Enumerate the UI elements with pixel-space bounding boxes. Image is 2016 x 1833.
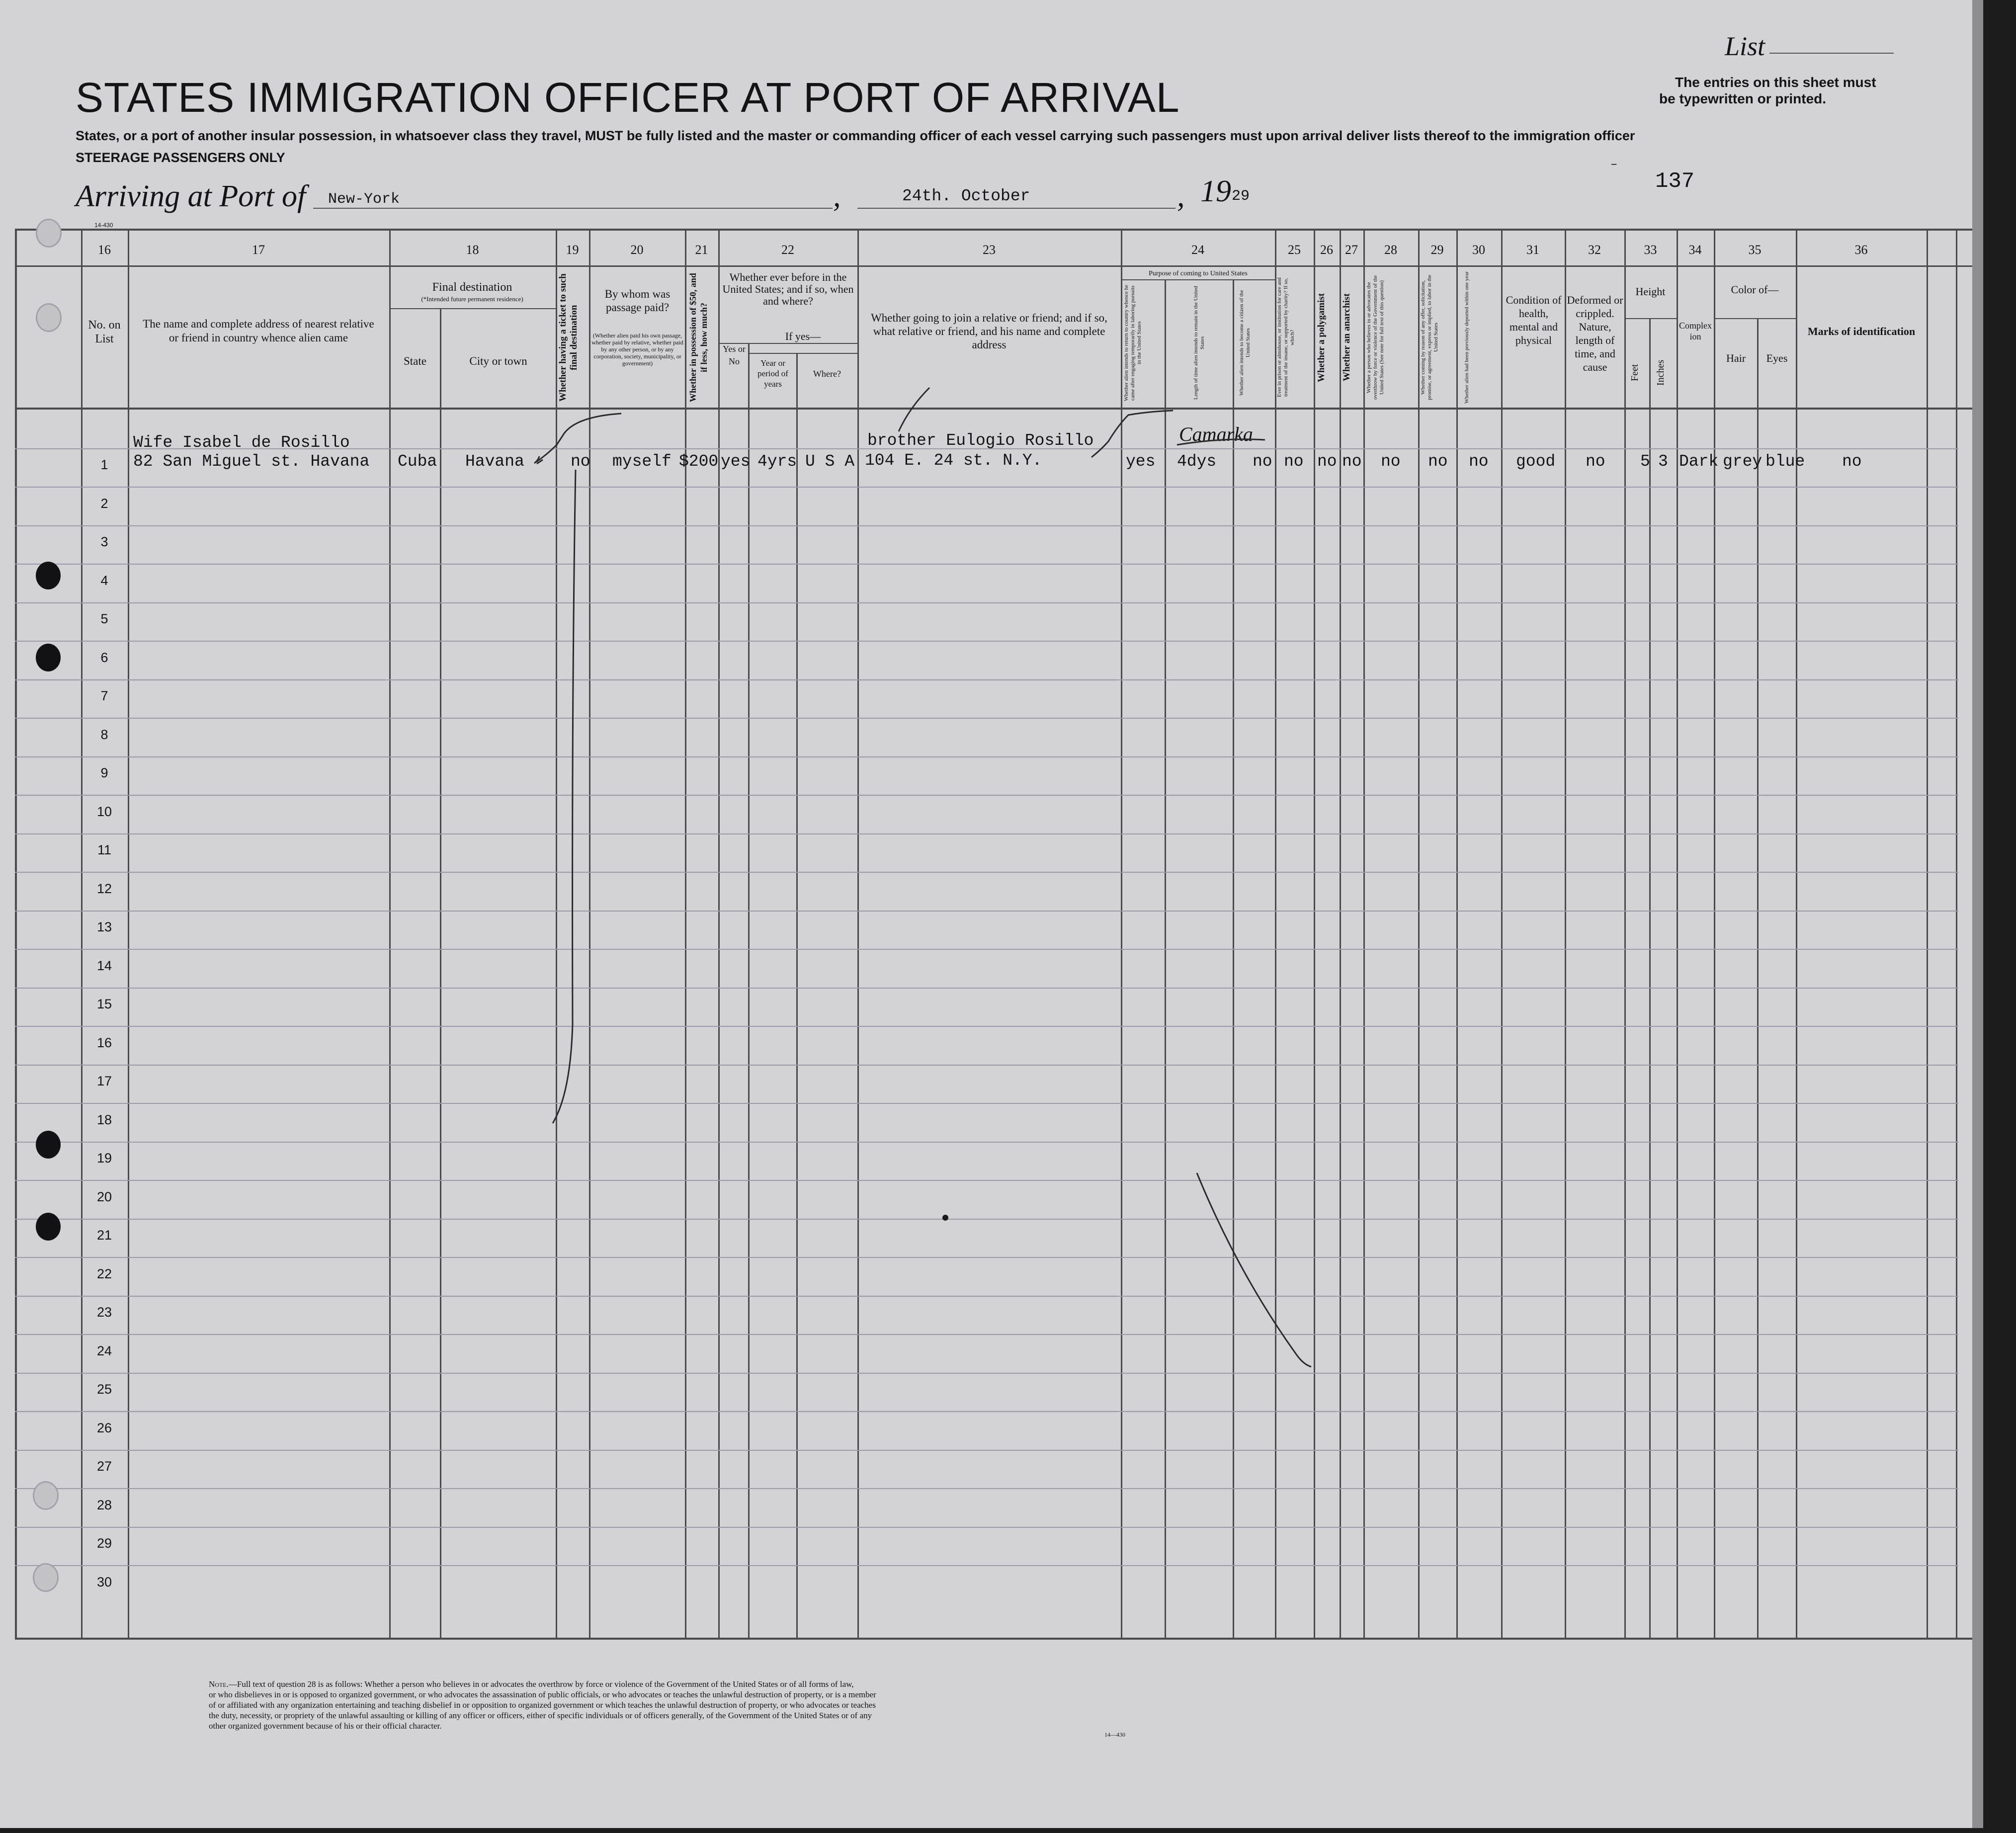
row-line [15, 949, 1958, 950]
col-num-35: 35 [1748, 243, 1762, 257]
year-prefix: 19 [1200, 174, 1231, 208]
entries-note-line1: The entries on this sheet must [1675, 75, 1876, 90]
entry-health: good [1516, 452, 1556, 471]
row-line [15, 1065, 1958, 1066]
row-line [15, 1026, 1958, 1027]
vline-24a [1121, 229, 1122, 1639]
row-number: 13 [96, 919, 112, 934]
row-number: 20 [96, 1189, 112, 1204]
note-line-4: the duty, necessity, or propriety of the unlawful assaulting or killing of any officer or officers, either of specific individuals or of officers generally, of the Government of the United States or of any [209, 1711, 872, 1720]
col-num-18: 18 [466, 243, 479, 257]
header-relative: The name and complete address of nearest relative or friend in country whence alien came [143, 318, 374, 344]
entry-relative-line1: Wife Isabel de Rosillo [133, 433, 350, 452]
page-title: STATES IMMIGRATION OFFICER AT PORT OF ARRIVAL [76, 74, 1180, 121]
entry-relative-line2: 82 San Miguel st. Havana [133, 452, 370, 471]
vline-33b [1649, 318, 1651, 1639]
vline-22b [748, 343, 750, 1639]
punch-hole [33, 1563, 59, 1592]
entry-feet: 5 [1640, 452, 1650, 471]
vline-19 [556, 229, 557, 1639]
entry-city: Havana [465, 452, 524, 471]
row-number: 1 [100, 457, 108, 472]
year-suffix: 29 [1232, 188, 1250, 205]
entry-q30: no [1469, 452, 1489, 471]
note-line-5: other organized government because of his or their official character. [209, 1721, 442, 1731]
punch-hole [36, 219, 62, 248]
vline-27 [1340, 229, 1341, 1639]
row-number: 8 [100, 727, 108, 742]
row-number: 16 [96, 1035, 112, 1050]
header-final-destination: Final destination [432, 281, 512, 294]
vline-20 [589, 229, 590, 1639]
col-num-23: 23 [983, 243, 996, 257]
header-feet: Feet [1629, 364, 1640, 382]
col-num-21: 21 [695, 243, 708, 257]
entry-before: yes [721, 452, 751, 471]
row-number: 4 [100, 573, 108, 588]
vline-25 [1275, 229, 1276, 1639]
note-label: Note. [209, 1679, 229, 1689]
vline-35a [1714, 229, 1715, 1639]
header-polygamist: Whether a polygamist [1316, 293, 1327, 382]
row-line [15, 1411, 1958, 1412]
row-number: 24 [96, 1343, 112, 1358]
row-line [15, 1103, 1958, 1104]
date-value: 24th. October [902, 187, 1030, 205]
entry-inches: 3 [1658, 452, 1668, 471]
row-line [15, 602, 1958, 603]
col-num-24: 24 [1191, 243, 1204, 257]
row-number: 27 [96, 1459, 112, 1474]
row-line [15, 756, 1958, 757]
tick-mark: – [1610, 158, 1618, 171]
header-eyes: Eyes [1766, 352, 1788, 364]
instruction-text: States, or a port of another insular possession, in whatsoever class they travel, MUST be fully listed and the master or commanding officer of each vessel carrying such passengers must upon arrival deliver lists thereof to the immigration officer [76, 128, 1635, 143]
header-hair: Hair [1726, 352, 1746, 364]
vline-left [15, 229, 17, 1639]
vline-18a [389, 229, 391, 1639]
row-number: 14 [96, 958, 112, 973]
punch-hole [36, 1131, 61, 1159]
header-state: State [404, 355, 426, 367]
col-num-32: 32 [1588, 243, 1601, 257]
header-purpose: Purpose of coming to United States [1149, 270, 1248, 277]
entry-hair: grey [1723, 452, 1763, 471]
entry-handwritten-length: Camarka [1179, 423, 1253, 445]
row-number: 28 [96, 1498, 112, 1512]
header-q28: Whether a person who believes in or advocates the overthrow by force or violence of the Government of the United States (See note for full text of this question) [1366, 275, 1385, 400]
entry-polygamist: no [1317, 452, 1337, 471]
vline-35b [1757, 318, 1759, 1639]
row-line [15, 679, 1958, 680]
header-deformed: Deformed or crippled. Nature, length of time, and cause [1567, 294, 1623, 373]
row-line [15, 1373, 1958, 1374]
row-line [15, 1488, 1958, 1489]
col-num-26: 26 [1320, 243, 1333, 257]
row-line [15, 525, 1958, 526]
entry-money: $200 [679, 452, 719, 471]
note-line-1: —Full text of question 28 is as follows: Whether a person who believes in or advocates the overthrow by force or violence of the Government of the United States or of all forms of law, [228, 1679, 854, 1689]
header-prison: Ever in prison or almshouse, or institution for care and treatment of the insane, or supported by charity? If so, which? [1276, 277, 1295, 398]
col-num-25: 25 [1288, 243, 1301, 257]
header-q29: Whether coming by reason of any offer, solicitation, promise, or agreement, express or implied, to labor in the United States [1420, 274, 1439, 401]
table-top-line [15, 229, 1973, 231]
col-number-line [15, 265, 1973, 267]
punch-hole [33, 1481, 59, 1510]
entry-state: Cuba [398, 452, 437, 471]
header-no-on-list: No. on List [88, 319, 121, 345]
note-line-3: of or affiliated with any organization entertaining and teaching disbelief in or opposition to organized government or which teaches the unlawful destruction of property, or who advocates or teaches [209, 1700, 876, 1710]
vline-22a [718, 229, 720, 1639]
row-number: 15 [96, 997, 112, 1011]
entry-eyes: blue [1765, 452, 1805, 471]
header-complexion: Complexion [1679, 321, 1712, 341]
header-purpose-length: Length of time alien intends to remain in the United States [1193, 286, 1205, 400]
header-if-yes: If yes— [785, 330, 821, 342]
vline-34 [1677, 229, 1678, 1639]
entry-marks: no [1842, 452, 1862, 471]
list-underline [1769, 53, 1894, 54]
header-inches: Inches [1655, 359, 1666, 386]
col-num-33: 33 [1644, 243, 1657, 257]
row-line [15, 833, 1958, 834]
row-line [15, 1450, 1958, 1451]
row-line [15, 795, 1958, 796]
row-line [15, 1142, 1958, 1143]
entry-paid-by: myself [612, 452, 672, 471]
comma-2: , [1177, 179, 1185, 213]
header-period: Year or period of years [757, 358, 788, 389]
row-number: 6 [100, 650, 108, 665]
entry-q29: no [1428, 452, 1448, 471]
row-number: 7 [100, 688, 108, 703]
vline-23 [857, 229, 859, 1639]
col-num-22: 22 [781, 243, 794, 257]
col-num-27: 27 [1345, 243, 1358, 257]
sheet-edge [1972, 0, 1983, 1828]
port-value: New-York [328, 191, 400, 208]
steerage-label: STEERAGE PASSENGERS ONLY [76, 150, 285, 165]
header-money: Whether in possession of $50, and if less, how much? [688, 273, 709, 402]
header-joining: Whether going to join a relative or friend; and if so, what relative or friend, and his name and complete address [871, 312, 1107, 351]
row-number: 30 [96, 1575, 112, 1589]
row-line [15, 988, 1958, 989]
entry-prison: no [1284, 452, 1304, 471]
row-number: 11 [97, 842, 112, 857]
arriving-label: Arriving at Port of [76, 179, 306, 213]
header-before: Whether ever before in the United States; and if so, when and where? [722, 271, 854, 307]
date-underline [857, 208, 1176, 209]
row-number: 29 [96, 1536, 112, 1551]
header-bottom-line [15, 408, 1973, 410]
row-number: 17 [96, 1074, 112, 1088]
list-label: List [1725, 31, 1765, 61]
vline-22c [796, 353, 798, 1639]
col-num-16: 16 [98, 243, 111, 257]
header-paid-by-sub: (Whether alien paid his own passage, whether paid by relative, whether paid by any other person, or by any corporation, society, municipality, or government) [591, 332, 683, 367]
vline-18b [440, 308, 441, 1639]
col-num-17: 17 [252, 243, 265, 257]
comma-1: , [833, 179, 841, 213]
punch-hole [36, 1213, 61, 1241]
entry-where: U S A [805, 452, 855, 471]
header-q30: Whether alien had been previously deported within one year [1464, 271, 1470, 404]
entry-length: 4dys [1177, 452, 1217, 471]
col-num-36: 36 [1854, 243, 1868, 257]
row-number: 5 [100, 611, 108, 626]
entry-purpose-return: yes [1126, 452, 1156, 471]
entry-period: 4yrs [757, 452, 797, 471]
vline-29 [1418, 229, 1420, 1639]
punch-hole [36, 303, 62, 332]
col-num-34: 34 [1688, 243, 1702, 257]
vline-21 [685, 229, 686, 1639]
row-number: 12 [96, 881, 112, 896]
header-final-destination-sub: (*Intended future permanent residence) [421, 295, 523, 303]
entry-anarchist: no [1342, 452, 1362, 471]
row-line [15, 641, 1958, 642]
vline-32 [1565, 229, 1566, 1639]
entry-citizen: no [1253, 452, 1272, 471]
header-anarchist: Whether an anarchist [1342, 293, 1352, 382]
final-dest-divider [389, 308, 556, 309]
col-num-28: 28 [1384, 243, 1397, 257]
entry-join-line2: 104 E. 24 st. N.Y. [865, 451, 1042, 470]
header-ticket: Whether having a ticket to such final destination [558, 273, 579, 402]
header-marks: Marks of identification [1807, 325, 1916, 337]
vline-26 [1314, 229, 1315, 1639]
footnote-form-code: 14—430 [1104, 1731, 1125, 1738]
entry-complexion: Dark [1679, 452, 1719, 471]
entry-ticket: no [571, 452, 590, 471]
color-divider [1714, 318, 1796, 319]
row-number: 25 [96, 1382, 112, 1397]
note-line-2: or who disbelieves in or is opposed to organized government, or who advocates the assassination of public officials, or who advocates or teaches the unlawful destruction of property, or is a member [209, 1690, 876, 1699]
row-line [15, 1565, 1958, 1566]
row-line [15, 1219, 1958, 1220]
row-number: 21 [96, 1228, 112, 1243]
row-number: 9 [100, 765, 108, 780]
entry-deformed: no [1586, 452, 1605, 471]
row-number: 18 [96, 1112, 112, 1127]
row-line [15, 911, 1958, 912]
vline-24b [1165, 279, 1166, 1639]
header-paid-by: By whom was passage paid? [604, 288, 671, 314]
entry-q28: no [1381, 452, 1401, 471]
row-line [15, 1257, 1958, 1258]
row-number: 10 [96, 804, 112, 819]
row-line [15, 1180, 1958, 1181]
entries-note-line2: be typewritten or printed. [1659, 91, 1827, 106]
header-height: Height [1635, 285, 1666, 298]
row-number: 3 [100, 534, 108, 549]
table-bottom-line [15, 1638, 1973, 1640]
vline-36 [1796, 229, 1797, 1639]
col-num-31: 31 [1526, 243, 1539, 257]
row-line [15, 564, 1958, 565]
vline-33a [1624, 229, 1626, 1639]
punch-hole [36, 644, 61, 671]
row-number: 2 [100, 496, 108, 511]
port-underline [313, 208, 833, 209]
row-number: 22 [96, 1266, 112, 1281]
header-city: City or town [469, 355, 527, 367]
form-code-top: 14-430 [94, 222, 113, 229]
footnote [209, 1679, 1203, 1731]
header-where: Where? [813, 369, 841, 379]
header-color-of: Color of— [1731, 283, 1779, 296]
col-num-19: 19 [566, 243, 579, 257]
vline-30 [1456, 229, 1458, 1639]
punch-hole [36, 562, 61, 589]
vline-right [1956, 229, 1957, 1639]
row-line [15, 872, 1958, 873]
row-number: 26 [96, 1420, 112, 1435]
row-line [15, 1527, 1958, 1528]
col-num-20: 20 [630, 243, 644, 257]
row-line [15, 487, 1958, 488]
row-number: 19 [96, 1151, 112, 1166]
header-purpose-citizen: Whether alien intends to become a citizen of the United States [1239, 290, 1251, 396]
col-num-30: 30 [1472, 243, 1485, 257]
vline-24c [1233, 279, 1234, 1639]
row-line [15, 1296, 1958, 1297]
ifyes-divider [748, 353, 857, 354]
header-purpose-return: Whether alien intends to return to country whence he came after engaging temporarily in laboring pursuits in the United States [1123, 285, 1142, 401]
entry-join-line1: brother Eulogio Rosillo [867, 431, 1094, 450]
row-line [15, 1334, 1958, 1335]
col-num-29: 29 [1430, 243, 1444, 257]
vline-28 [1363, 229, 1365, 1639]
header-health: Condition of health, mental and physical [1506, 294, 1562, 346]
header-yes-no: Yes or No [723, 344, 746, 366]
row-line [15, 718, 1958, 719]
vline-37 [1927, 229, 1928, 1639]
vline-17 [128, 229, 129, 1639]
sheet-number: 137 [1655, 169, 1695, 194]
vline-31 [1501, 229, 1503, 1639]
row-number: 23 [96, 1305, 112, 1320]
